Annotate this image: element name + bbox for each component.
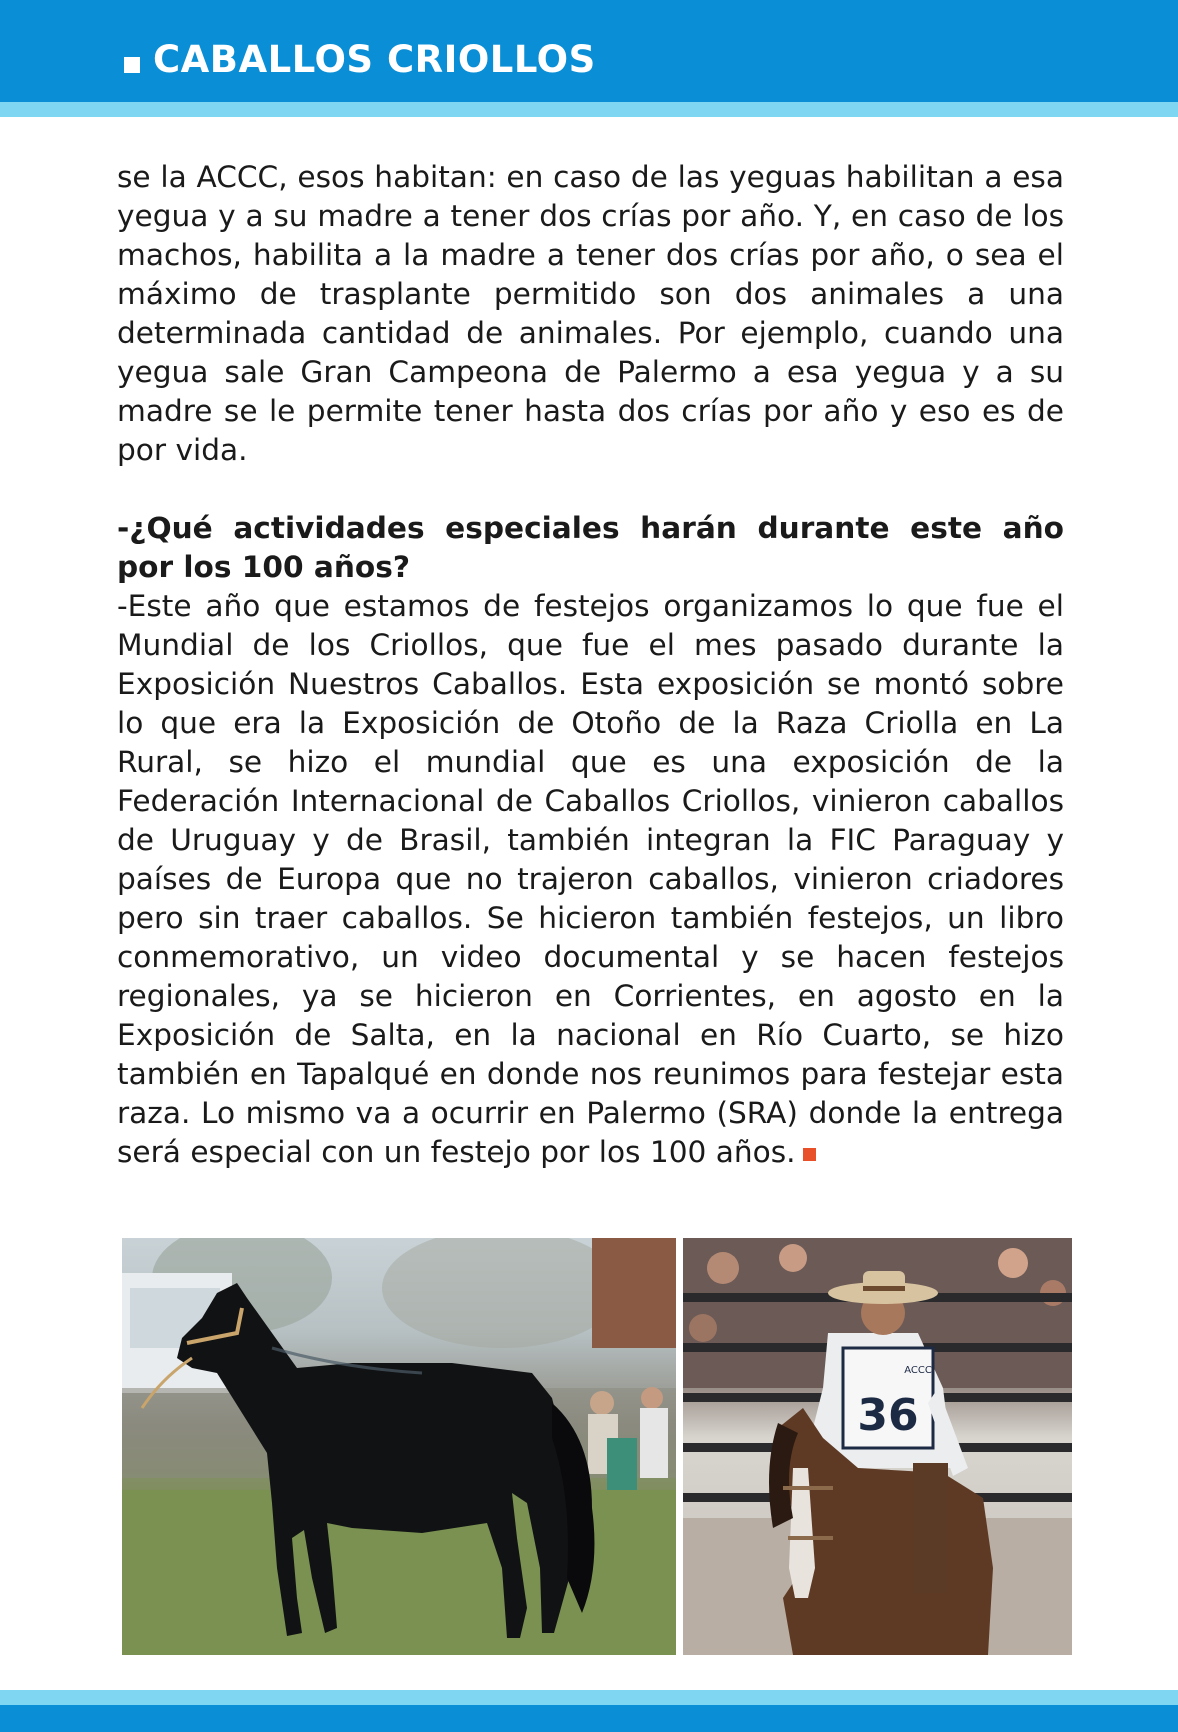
header-stripe (0, 102, 1178, 117)
header-square-icon (124, 57, 140, 73)
photo-rider-on-horse (683, 1238, 1072, 1655)
photo-black-horse (122, 1238, 676, 1655)
footer-bar (0, 1705, 1178, 1732)
interview-question: -¿Qué actividades especiales harán durante este año por los 100 años? (117, 511, 1064, 584)
rider-bib-number: 36 (857, 1390, 919, 1441)
interview-answer (117, 587, 1064, 1172)
end-mark-icon (803, 1148, 816, 1161)
section-title: CABALLOS CRIOLLOS (153, 38, 596, 81)
paragraph-1: se la ACCC, esos habitan: en caso de las yeguas habilitan a esa yegua y a su madre a tener dos crías por año. Y, en caso de los machos, habilita a la madre a tener dos crías por año, o sea el máximo de trasplante permitido son dos animales a una determinada cantidad de animales. Por ejemplo, cuando una yegua sale Gran Campeona de Palermo a esa yegua y a su madre se le permite tener hasta dos crías por año y eso es de por vida. (117, 160, 1064, 467)
black-horse-illustration (122, 1238, 676, 1655)
rider-bib-org: ACCC (904, 1365, 932, 1376)
rider-illustration (683, 1238, 1072, 1655)
article-body (117, 158, 1064, 1172)
footer-stripe (0, 1690, 1178, 1705)
answer-text: -Este año que estamos de festejos organizamos lo que fue el Mundial de los Criollos, que fue el mes pasado durante la Exposición Nuestros Caballos. Esta exposición se montó sobre lo que era la Exposición de Otoño de la Raza Criolla en La Rural, se hizo el mundial que es una exposición de la Federación Internacional de Caballos Criollos, vinieron caballos de Uruguay y de Brasil, también integran la FIC Paraguay y países de Europa que no trajeron caballos, vinieron criadores pero sin traer caballos. Se hicieron también festejos, un libro conmemorativo, un video documental y se hacen festejos regionales, ya se hicieron en Corrientes, en agosto en la Exposición de Salta, en la nacional en Río Cuarto, se hizo también en Tapalqué en donde nos reunimos para festejar esta raza. Lo mismo va a ocurrir en Palermo (SRA) donde la entrega será especial con un festejo por los 100 años. (117, 589, 1064, 1169)
